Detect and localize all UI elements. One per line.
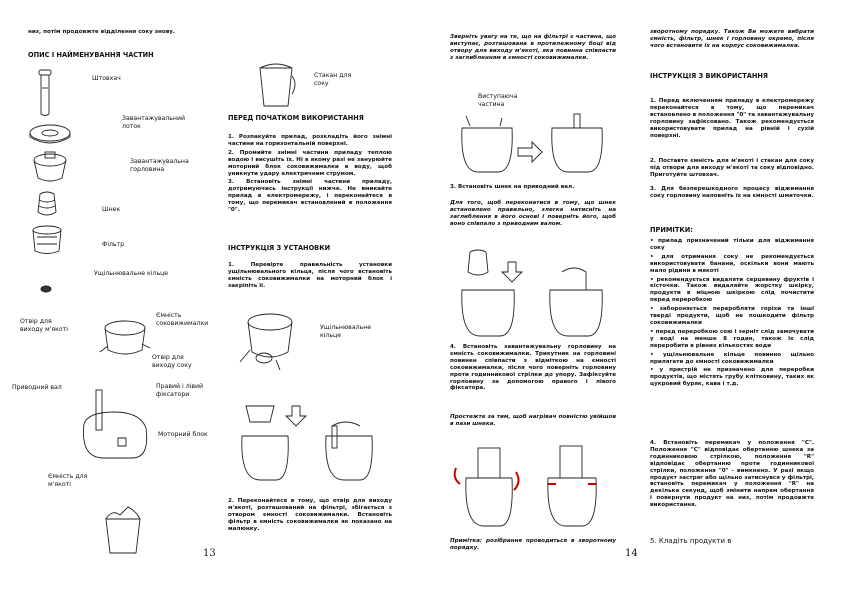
notes-heading: ПРИМІТКИ: [650, 226, 693, 234]
juice-cup-illustration [254, 62, 298, 110]
step-4-note: Простежте за тим, щоб нагрівач повністю увійшов в пази шнека. [450, 414, 616, 427]
note-item: • рекомендується видаляти серцевину фруктів і кісточки. Також видаляйте жорстку шкірку, продукти в міцною шкіркою слід почистити перед переробкою [650, 276, 814, 304]
label-otvir-soku: Отвір для виходу соку [152, 354, 192, 369]
before-use-heading: ПЕРЕД ПОЧАТКОМ ВИКОРИСТАННЯ [228, 114, 364, 122]
pulp-container-illustration [100, 505, 146, 557]
seal-ring-illustration [40, 285, 52, 293]
step-4: 4. Встановіть завантажувальну горловину на ємність соковижималки. Трикутник на горловині повинен співпасти з відміткою на ємності соковижималки, після чого поверніть горловину проти годинникової стрілки до упору. Зафіксуйте горловину за допомогою правого і лівого фіксатора. [450, 344, 616, 392]
pusher-illustration [34, 68, 56, 118]
step-3-note: Для того, щоб переконатися в тому, що шнек встановлено правильно, злегка натисніть на заглиблення в його основі і поверніть його, щоб воно співпало з приводним валом. [450, 200, 616, 227]
label-stakan: Стакан для соку [314, 72, 352, 87]
label-vystupayucha: Виступаюча частина [478, 93, 518, 108]
usage-heading: ІНСТРУКЦІЯ З ВИКОРИСТАННЯ [650, 72, 768, 80]
note-item: • ущільнювальне кільце повинно щільно прилягати до ємності соковижималки [650, 351, 814, 365]
label-kiltse: Ущільнювальне кільце [94, 270, 169, 277]
usage-step-5: 5. Кладіть продукти в [650, 537, 732, 545]
motor-block-illustration [74, 388, 154, 460]
tray-illustration [28, 123, 72, 153]
before-use-item: 3. Встановіть знімні частини приладу, дотримуючись інструкції нижче. Не вмикайте прилад в електромережу, і переконайтеся в тому, що перемикач встановлений в положення "0". [228, 179, 392, 214]
intro-text: низ, потім продовжте відділення соку знову. [28, 29, 176, 35]
hopper-lock-illustration [452, 438, 612, 530]
juicer-bowl-illustration [100, 320, 150, 360]
hopper-illustration [30, 152, 70, 186]
note-item: • забороняється переробляти горіхи та інші тверді продукти, щоб не пошкодити фільтр соковижималки [650, 306, 814, 326]
label-otvir-myakot: Отвір для виходу м'якоті [20, 318, 68, 333]
before-use-list [228, 134, 392, 216]
before-use-item: 1. Розпакуйте прилад, розкладіть його знімні частини на горизонтальній поверхні. [228, 134, 392, 147]
continued-text: зворотному порядку. Також Ви можете вибрати ємність, фільтр, шнек і горловину окремо, після чого встановите їх на корпус соковижималки. [650, 29, 814, 49]
usage-step-4: 4. Встановіть перемикач у положення "C". Положення "C" відповідає обертанню шнека за годинниковою стрілкою, положення "R" відповідає обертанню проти годинникової стрілки, положення "0" - вимкнено. У разі якщо продукт застряг або щільно затиснувся у фільтрі, встановіть перемикач у положення "R" на декілька секунд, щоб змінити напрям обертання і повернути продукт на низ, потім продовжте використання. [650, 440, 814, 509]
before-use-item: 2. Промийте знімні частини приладу теплою водою і висушіть їх. Ні в якому разі не занурюйте моторний блок соковижималки в воду, щоб уникнути удару електричним струмом. [228, 149, 392, 177]
install-step-1: 1. Перевірте правильність установки ущільнювального кільця, після чого встановіть ємність соковижималки на моторний блок і закріпіть її. [228, 262, 392, 289]
install-bowl-illustration [240, 310, 304, 370]
label-lotok: Завантажувальний лоток [122, 115, 186, 130]
auger-install-illustration [452, 248, 612, 340]
parts-heading: ОПИС І НАЙМЕНУВАННЯ ЧАСТИН [28, 51, 154, 59]
protrusion-illustration [452, 112, 612, 176]
label-shtovkhach: Штовхач [92, 75, 121, 82]
footnote: Примітка: розібрання проводиться в зворотному порядку. [450, 538, 616, 551]
label-fiksatory: Правий і лівий фіксатори [156, 383, 204, 398]
notes-list [650, 238, 814, 390]
install-step-2: 2. Переконайтеся в тому, що отвір для виходу м'якоті, розташований на фільтрі, збігається з отвором ємності соковижималки. Встановіть фільтр в ємність соковижималки як показано на малюнку. [228, 498, 392, 532]
install-heading: ІНСТРУКЦІЯ З УСТАНОВКИ [228, 244, 331, 252]
usage-step-1: 1. Перед включенням приладу в електромережу переконайтеся в тому, що перемикач встановлено в положення "0" та завантажувальну горловину зафіксовано. Також рекомендується використовувати прилад на рівній і сухій поверхні. [650, 98, 814, 139]
label-emnist-myakoti: Ємність для м'якоті [48, 473, 88, 488]
step-3: 3. Встановіть шнек на приводний вал. [450, 184, 575, 190]
label-pryvodnyi-val: Приводний вал [12, 384, 62, 391]
label-filtr: Фільтр [102, 241, 125, 248]
note-item: • у пристрій не призначено для переробки продуктів, що містять грубу клітковину, таких як цукровий буряк, кава і т.д. [650, 367, 814, 388]
auger-illustration [34, 190, 60, 220]
label-kiltse-install: Ущільнювальне кільце [320, 324, 372, 339]
filter-note: Зверніть увагу на те, що на фільтрі є частина, що виступає, розташована в протилежному боці від отвору для виходу м'якоті, яка повинна співпасти з заглибленням в ємності соковижималки. [450, 34, 616, 61]
note-item: • для отримання соку не рекомендується використовувати банани, оскільки вони мають мало рідини в мякоті [650, 253, 814, 274]
page-number-left: 13 [203, 548, 216, 559]
filter-illustration [30, 225, 64, 257]
label-motornyi-blok: Моторний блок [158, 431, 208, 438]
label-shnek: Шнек [102, 206, 121, 213]
page-number-right: 14 [625, 548, 638, 559]
label-gorlovyna: Завантажувальна горловина [130, 158, 189, 173]
usage-step-2: 2. Поставте ємність для м'якоті і стакан для соку під отвори для виходу м'якоті та соку відповідно. Приготуйте штовхач. [650, 158, 814, 178]
note-item: • перед переробкою сою і зерніт слід замочувати у воді на менше 8 годин, також їх слід переробити в рівних кількостях води [650, 328, 814, 349]
usage-step-3: 3. Для безперешкодного процесу віджимання соку горловину наповніть їх на ємності шматочки. [650, 186, 814, 199]
label-emnist-sokovyzhymalky: Ємність соковижималки [156, 312, 209, 327]
note-item: • прилад призначений тільки для віджимання соку [650, 238, 814, 251]
filter-install-illustration [236, 402, 386, 484]
